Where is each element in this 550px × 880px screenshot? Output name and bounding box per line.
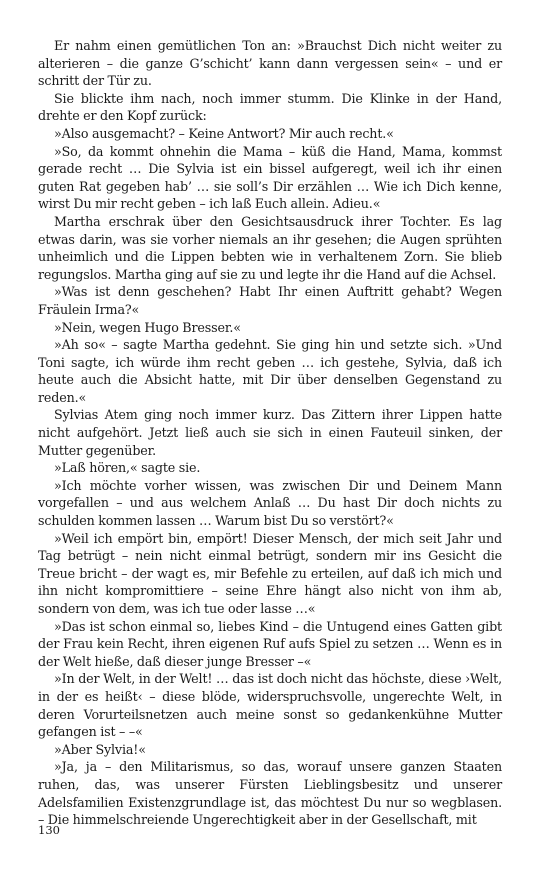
paragraph: »Also ausgemacht? – Keine Antwort? Mir auch recht.« [54,125,394,141]
paragraph: »Aber Sylvia!« [54,741,146,757]
paragraph: »Das ist schon einmal so, liebes Kind – die Untugend eines Gatten gibt der Frau kein Recht, ihren eigenen Ruf aufs Spiel zu setzen … Wenn es in der Welt hieße, daß dieser junge Bresser –« [38,618,502,669]
book-page-text [38,37,502,829]
paragraph: Sylvias Atem ging noch immer kurz. Das Zittern ihrer Lippen hatte nicht aufgehört. Jetzt ließ auch sie sich in einen Fauteuil sinken, der Mutter gegenüber. [38,407,502,458]
paragraph: »Laß hören,« sagte sie. [54,460,201,476]
paragraph: »Ah so« – sagte Martha gedehnt. Sie ging hin und setzte sich. »Und Toni sagte, ich würde ihm recht geben … ich gestehe, Sylvia, daß ich heute auch die Absicht hatte, mit Dir über denselben Gegenstand zu reden.« [38,337,502,405]
page-number: 130 [38,823,60,837]
paragraph: Er nahm einen gemütlichen Ton an: »Brauchst Dich nicht weiter zu alterieren – die ganze G’schicht’ kann dann vergessen sein« – und er schritt der Tür zu. [38,38,502,89]
paragraph: »Ich möchte vorher wissen, was zwischen Dir und Deinem Mann vorgefallen – und aus welchem Anlaß … Du hast Dir doch nichts zu schulden kommen lassen … Warum bist Du so verstört?« [38,477,502,529]
paragraph: »Weil ich empört bin, empört! Dieser Mensch, der mich seit Jahr und Tag betrügt – nein nicht einmal betrügt, sondern mir ins Gesicht die Treue bricht – der wagt es, mir Befehle zu erteilen, auf daß ich mich und ihn nicht kompromittiere – seine Ehre hängt also nicht von ihm ab, sondern von dem, was ich tue oder lasse …« [38,530,502,616]
paragraph: »Ja, ja – den Militarismus, so das, worauf unsere ganzen Staaten ruhen, das, was unserer Fürsten Lieblingsbesitz und unserer Adelsfamilien Existenzgrundlage ist, das möchtest Du nur so wegblasen. – Die himmelschreiende Ungerechtigkeit aber in der Gesellschaft, mit [38,759,502,828]
paragraph: »In der Welt, in der Welt! … das ist doch nicht das höchste, diese ›Welt, in der es heißt‹ – diese blöde, widerspruchsvolle, ungerechte Welt, in deren Vorurteilsnetzen auch meine sonst so gedankenkühne Mutter gefangen ist – –« [38,671,502,740]
paragraph: Martha erschrak über den Gesichtsausdruck ihrer Tochter. Es lag etwas darin, was sie vorher niemals an ihr gesehen; die Augen sprühten unheimlich und die Lippen bebten wie in verhaltenem Zorn. Sie blieb regungslos. Martha ging auf sie zu und legte ihr die Hand auf die Achsel. [38,213,502,282]
paragraph: »So, da kommt ohnehin die Mama – küß die Hand, Mama, kommst gerade recht … Die Sylvia ist ein bissel aufgeregt, weil ich ihr einen guten Rat gegeben hab’ … sie soll’s Dir erzählen … Wie ich Dich kenne, wirst Du mir recht geben – ich laß Euch allein. Adieu.« [38,143,502,212]
paragraph: Sie blickte ihm nach, noch immer stumm. Die Klinke in der Hand, drehte er den Kopf zurück: [38,90,502,124]
paragraph: »Was ist denn geschehen? Habt Ihr einen Auftritt gehabt? Wegen Fräulein Irma?« [38,284,502,317]
paragraph: »Nein, wegen Hugo Bresser.« [54,319,241,335]
